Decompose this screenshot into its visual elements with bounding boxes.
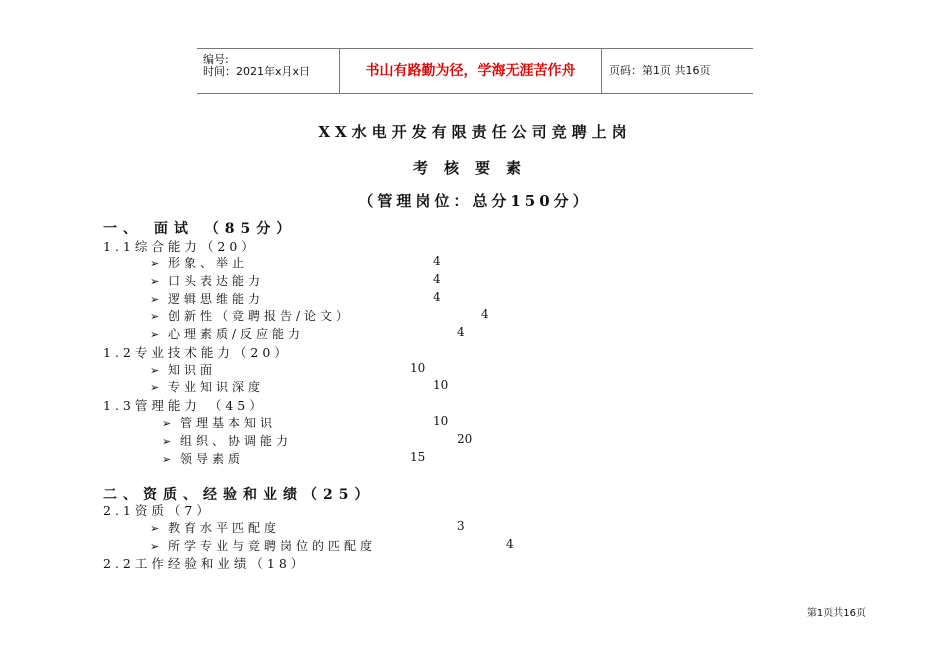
- arrow-bullet-icon: ➢: [150, 328, 160, 341]
- motto: 书山有路勤为径，学海无涯苦作舟: [340, 49, 602, 93]
- item-score: 4: [457, 325, 465, 339]
- item-score: 20: [457, 432, 473, 446]
- arrow-bullet-icon: ➢: [150, 310, 160, 323]
- doc-title-line3: （管理岗位：总分150分）: [358, 192, 592, 210]
- subsection-credentials: 2.1资质（7）: [103, 503, 213, 518]
- document-header: [197, 48, 753, 94]
- list-item: ➢ 心理素质/反应能力: [150, 327, 305, 341]
- item-score: 10: [410, 361, 426, 375]
- arrow-bullet-icon: ➢: [150, 364, 160, 377]
- list-item: ➢ 形象、举止: [150, 256, 249, 270]
- arrow-bullet-icon: ➢: [162, 417, 172, 430]
- page-footer: 第1页共16页: [806, 608, 866, 619]
- item-score: 4: [433, 254, 441, 268]
- item-score: 4: [481, 307, 489, 321]
- subsection-comprehensive: 1.1综合能力（20）: [103, 239, 258, 254]
- arrow-bullet-icon: ➢: [150, 257, 160, 270]
- list-item: ➢ 创新性（竞聘报告/论文）: [150, 309, 353, 323]
- arrow-bullet-icon: ➢: [150, 540, 160, 553]
- list-item: ➢ 知识面: [150, 363, 217, 377]
- code-label: 编号:: [203, 53, 229, 66]
- doc-title-line1: XX水电开发有限责任公司竞聘上岗: [318, 123, 632, 141]
- item-score: 4: [433, 272, 441, 286]
- item-score: 4: [433, 290, 441, 304]
- list-item: ➢ 逻辑思维能力: [150, 292, 265, 306]
- subsection-experience: 2.2工作经验和业绩（18）: [103, 556, 308, 571]
- arrow-bullet-icon: ➢: [150, 381, 160, 394]
- subsection-management: 1.3管理能力 （45）: [103, 398, 266, 413]
- list-item: ➢ 组织、协调能力: [162, 434, 293, 448]
- item-score: 10: [433, 414, 449, 428]
- arrow-bullet-icon: ➢: [162, 435, 172, 448]
- section-interview: 一、 面试 （85分）: [103, 221, 297, 237]
- item-score: 4: [506, 537, 514, 551]
- list-item: ➢ 所学专业与竞聘岗位的匹配度: [150, 539, 377, 553]
- list-item: ➢ 教育水平匹配度: [150, 521, 281, 535]
- list-item: ➢ 口头表达能力: [150, 274, 265, 288]
- list-item: ➢ 领导素质: [162, 452, 245, 466]
- list-item: ➢ 管理基本知识: [162, 416, 277, 430]
- arrow-bullet-icon: ➢: [162, 453, 172, 466]
- page-info: 页码：第1页 共16页: [609, 64, 711, 77]
- item-score: 10: [433, 378, 449, 392]
- arrow-bullet-icon: ➢: [150, 293, 160, 306]
- time-label: 时间：2021年x月x日: [203, 65, 311, 78]
- arrow-bullet-icon: ➢: [150, 522, 160, 535]
- section-qualification: 二、资质、经验和业绩（25）: [103, 487, 375, 503]
- header-meta-cell: [197, 49, 340, 93]
- list-item: ➢ 专业知识深度: [150, 380, 265, 394]
- item-score: 15: [410, 450, 426, 464]
- doc-title-line2: 考核要素: [412, 159, 537, 177]
- subsection-technical: 1.2专业技术能力（20）: [103, 345, 291, 360]
- item-score: 3: [457, 519, 465, 533]
- arrow-bullet-icon: ➢: [150, 275, 160, 288]
